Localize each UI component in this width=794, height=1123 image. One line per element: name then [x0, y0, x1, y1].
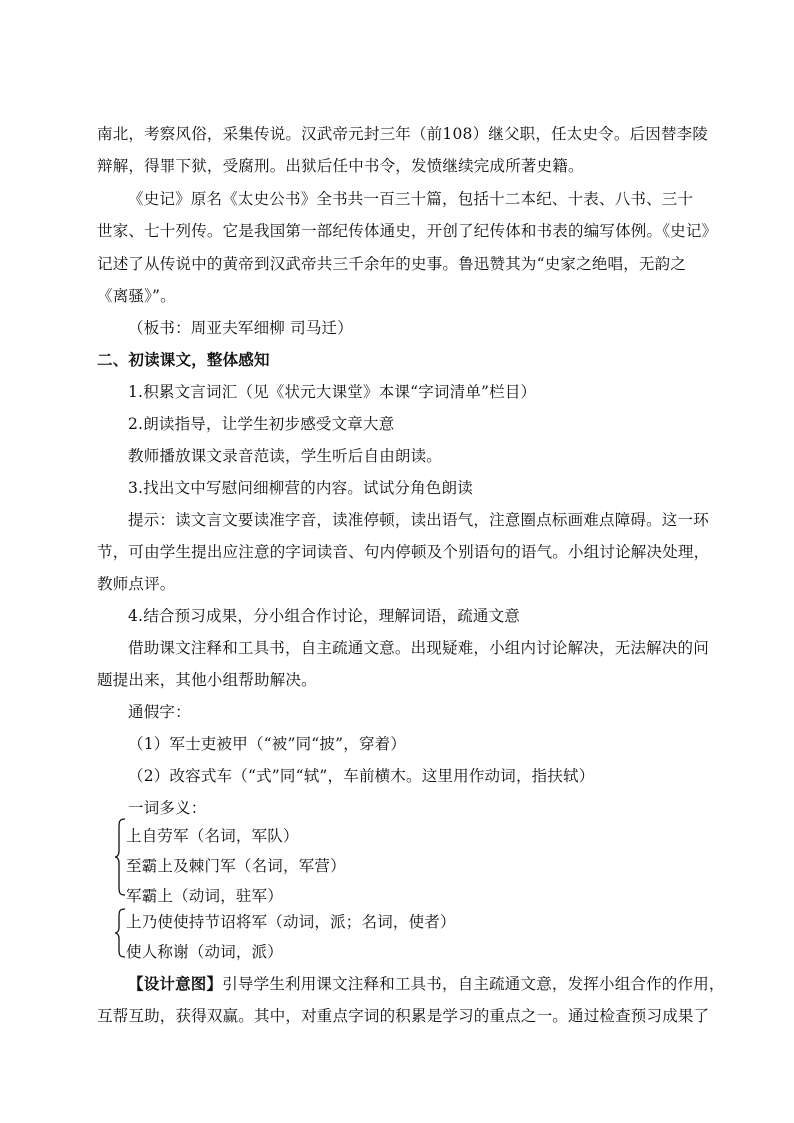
paragraph-line: 互帮互助，获得双赢。其中，对重点字词的积累是学习的重点之一。通过检查预习成果了 [97, 1007, 710, 1025]
list-item: （2）改容式车（“式”同“轼”，车前横木。这里用作动词，指扶轼） [128, 767, 595, 785]
section-heading: 二、初读课文，整体感知 [97, 351, 270, 369]
polysemy-item: 使人称谢（动词，派） [126, 943, 284, 961]
design-intent-text: 引导学生利用课文注释和工具书，自主疏通文意，发挥小组合作的作用， [222, 975, 725, 993]
design-intent-label: 【设计意图】 [128, 975, 223, 993]
paragraph-line: 世家、七十列传。它是我国第一部纪传体通史，开创了纪传体和书表的编写体例。《史记》 [97, 222, 718, 240]
left-brace-icon [114, 818, 126, 896]
list-item: 2.朗读指导，让学生初步感受文章大意 [128, 415, 395, 433]
paragraph-line: 《史记》原名《太史公书》全书共一百三十篇，包括十二本纪、十表、八书、三十 [128, 190, 694, 208]
paragraph-line: 《离骚》”。 [97, 287, 176, 305]
paragraph-line: 提示：读文言文要读准字音，读准停顿，读出语气，注意圈点标画难点障碍。这一环 [128, 511, 709, 529]
paragraph-line: 南北，考察风俗，采集传说。汉武帝元封三年（前108）继父职，任太史令。后因替李陵 [97, 125, 709, 143]
polysemy-item: 上乃使使持节诏将军（动词，派；名词，使者） [126, 913, 456, 931]
list-item: 1.积累文言词汇（见《状元大课堂》本课“字词清单”栏目） [128, 383, 537, 401]
paragraph-line: 题提出来，其他小组帮助解决。 [97, 671, 317, 689]
paragraph-line: 教师播放课文录音范读，学生听后自由朗读。 [128, 447, 443, 465]
subheading-label: 一词多义： [128, 799, 207, 817]
polysemy-item: 军霸上（动词，驻军） [126, 887, 284, 905]
list-item: 4.结合预习成果，分小组合作讨论，理解词语，疏通文意 [128, 607, 520, 625]
polysemy-item: 至霸上及棘门军（名词，军营） [126, 857, 346, 875]
paragraph-line: 借助课文注释和工具书，自主疏通文意。出现疑难，小组内讨论解决，无法解决的问 [128, 639, 709, 657]
list-item: 3.找出文中写慰问细柳营的内容。试试分角色朗读 [128, 479, 473, 497]
paragraph-line: 教师点评。 [97, 575, 176, 593]
list-item: （1）军士吏被甲（“被”同“披”，穿着） [128, 735, 407, 753]
board-note: （板书：周亚夫军细柳 司马迁） [128, 319, 353, 337]
paragraph-line: 辩解，得罪下狱，受腐刑。出狱后任中书令，发愤继续完成所著史籍。 [97, 157, 584, 175]
paragraph-line: 节，可由学生提出应注意的字词读音、句内停顿及个别语句的语气。小组讨论解决处理， [97, 543, 710, 561]
design-intent-paragraph [128, 974, 794, 994]
paragraph-line: 记述了从传说中的黄帝到汉武帝共三千余年的史事。鲁迅赞其为“史家之绝唱，无韵之 [97, 255, 687, 273]
left-brace-icon [114, 908, 126, 958]
polysemy-item: 上自劳军（名词，军队） [126, 827, 299, 845]
subheading-label: 通假字： [128, 703, 191, 721]
